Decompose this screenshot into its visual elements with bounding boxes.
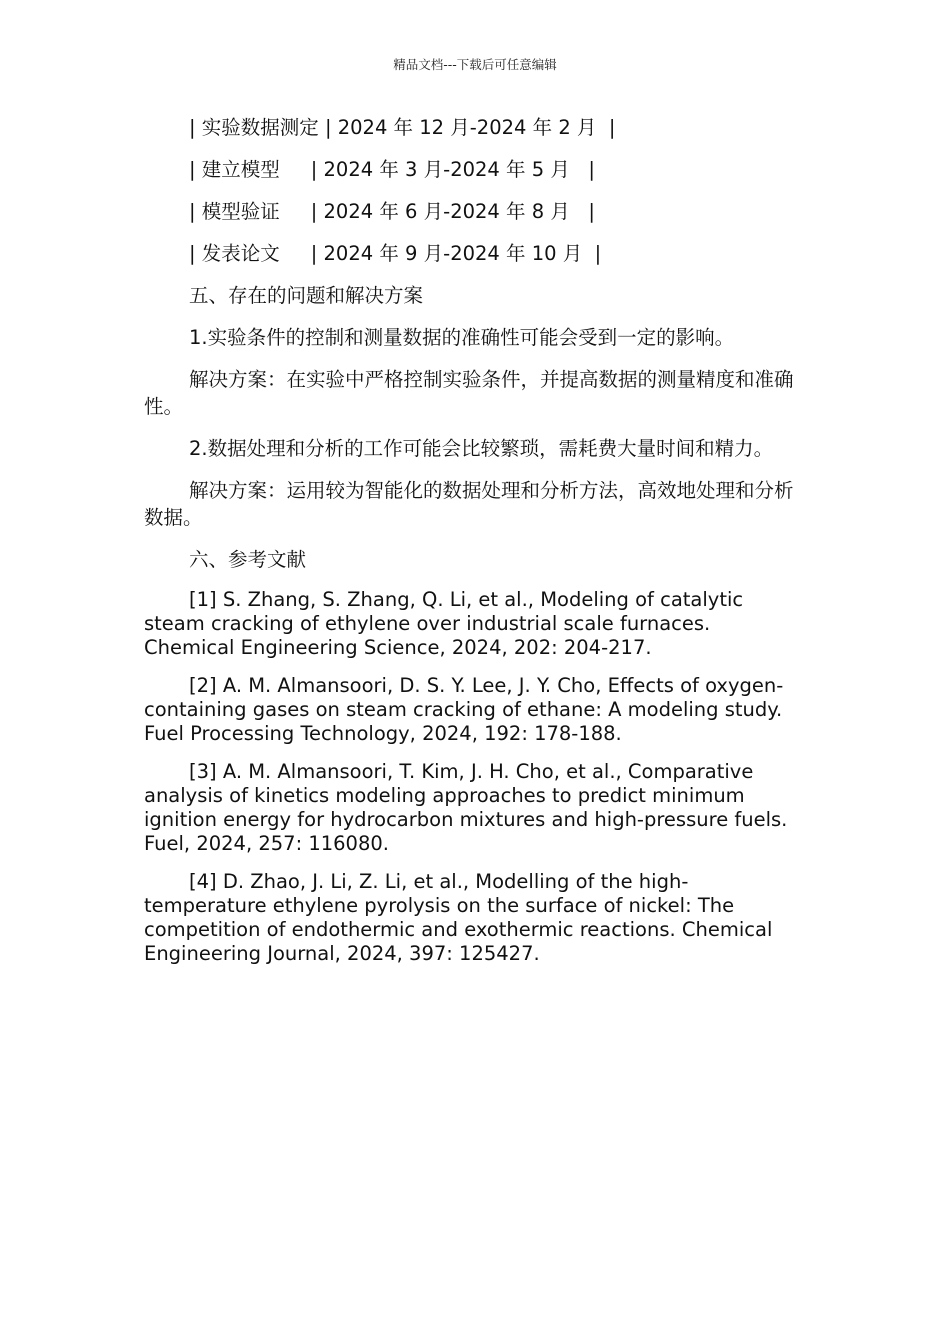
schedule-row: | 模型验证 | 2024 年 6 月-2024 年 8 月 | bbox=[189, 200, 595, 223]
document-body bbox=[144, 114, 804, 980]
schedule-row: | 建立模型 | 2024 年 3 月-2024 年 5 月 | bbox=[189, 158, 595, 181]
schedule-row: | 发表论文 | 2024 年 9 月-2024 年 10 月 | bbox=[189, 242, 602, 265]
solution-2: 解决方案：运用较为智能化的数据处理和分析方法，高效地处理和分析数据。 bbox=[144, 479, 794, 529]
problem-1: 1.实验条件的控制和测量数据的准确性可能会受到一定的影响。 bbox=[189, 326, 735, 349]
solution-1: 解决方案：在实验中严格控制实验条件，并提高数据的测量精度和准确性。 bbox=[144, 368, 794, 418]
reference-item: [2] A. M. Almansoori, D. S. Y. Lee, J. Y. Cho, Effects of oxygen-containing gases on steam cracking of ethane: A modeling study. Fuel Processing Technology, 2024, 192: 178-188. bbox=[144, 674, 784, 745]
problem-2: 2.数据处理和分析的工作可能会比较繁琐，需耗费大量时间和精力。 bbox=[189, 437, 774, 460]
reference-item: [1] S. Zhang, S. Zhang, Q. Li, et al., Modeling of catalytic steam cracking of ethylene over industrial scale furnaces. Chemical Engineering Science, 2024, 202: 204-217. bbox=[144, 588, 744, 659]
page-header: 精品文档---下载后可任意编辑 bbox=[393, 57, 557, 72]
section-heading-problems: 五、存在的问题和解决方案 bbox=[189, 284, 424, 307]
reference-item: [4] D. Zhao, J. Li, Z. Li, et al., Modelling of the high-temperature ethylene pyrolysis on the surface of nickel: The competition of endothermic and exothermic reactions. Chemical Engineering Journal, 2024, 397: 125427. bbox=[144, 870, 773, 965]
reference-item: [3] A. M. Almansoori, T. Kim, J. H. Cho, et al., Comparative analysis of kinetics modeling approaches to predict minimum ignition energy for hydrocarbon mixtures and high-pressure fuels. Fuel, 2024, 257: 116080. bbox=[144, 760, 788, 855]
section-heading-references: 六、参考文献 bbox=[189, 548, 307, 571]
schedule-row: | 实验数据测定 | 2024 年 12 月-2024 年 2 月 | bbox=[189, 116, 616, 139]
